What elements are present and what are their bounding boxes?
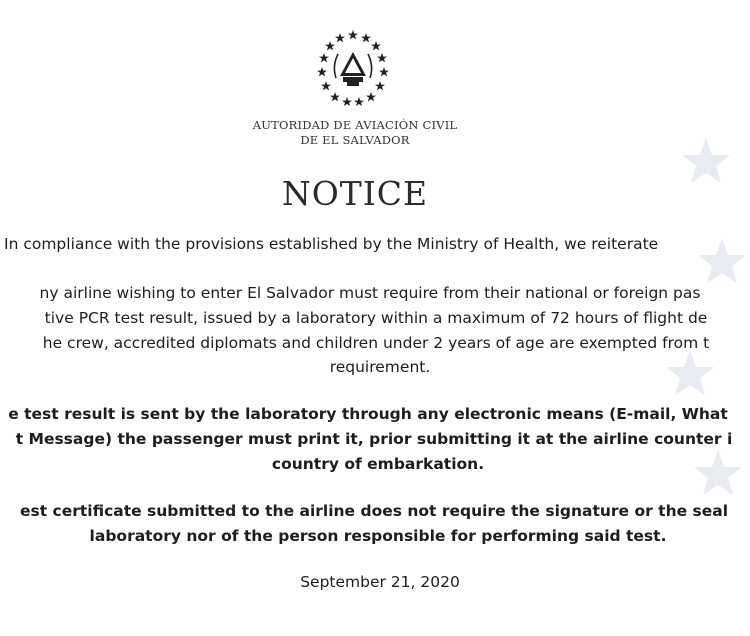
authority-name-line2: DE EL SALVADOR	[300, 133, 410, 147]
intro-text: In compliance with the provisions established by the Ministry of Health, we reiterate	[4, 235, 659, 253]
paragraph1-line1: ny airline wishing to enter El Salvador must require from their national or foreign pas	[39, 284, 701, 302]
coat-of-arms-seal-icon	[314, 28, 392, 106]
paragraph1-line3: he crew, accredited diplomats and children under 2 years of age are exempted from t	[42, 334, 710, 352]
paragraph2-line3: country of embarkation.	[271, 455, 485, 473]
notice-date: September 21, 2020	[300, 573, 460, 591]
authority-name-line1: AUTORIDAD DE AVIACIÓN CIVIL	[252, 118, 458, 132]
paragraph3-line2: laboratory nor of the person responsible for performing said test.	[89, 527, 667, 545]
paragraph3-line1: est certificate submitted to the airline does not require the signature or the seal	[19, 502, 729, 520]
paragraph2-line1: e test result is sent by the laboratory through any electronic means (E-mail, What	[8, 405, 728, 423]
paragraph1-line4: requirement.	[329, 358, 431, 376]
paragraph2-line2: t Message) the passenger must print it, prior submitting it at the airline counter i	[15, 430, 733, 448]
paragraph1-line2: tive PCR test result, issued by a laboratory within a maximum of 72 hours of flight de	[44, 309, 708, 327]
notice-title: NOTICE	[281, 174, 429, 213]
